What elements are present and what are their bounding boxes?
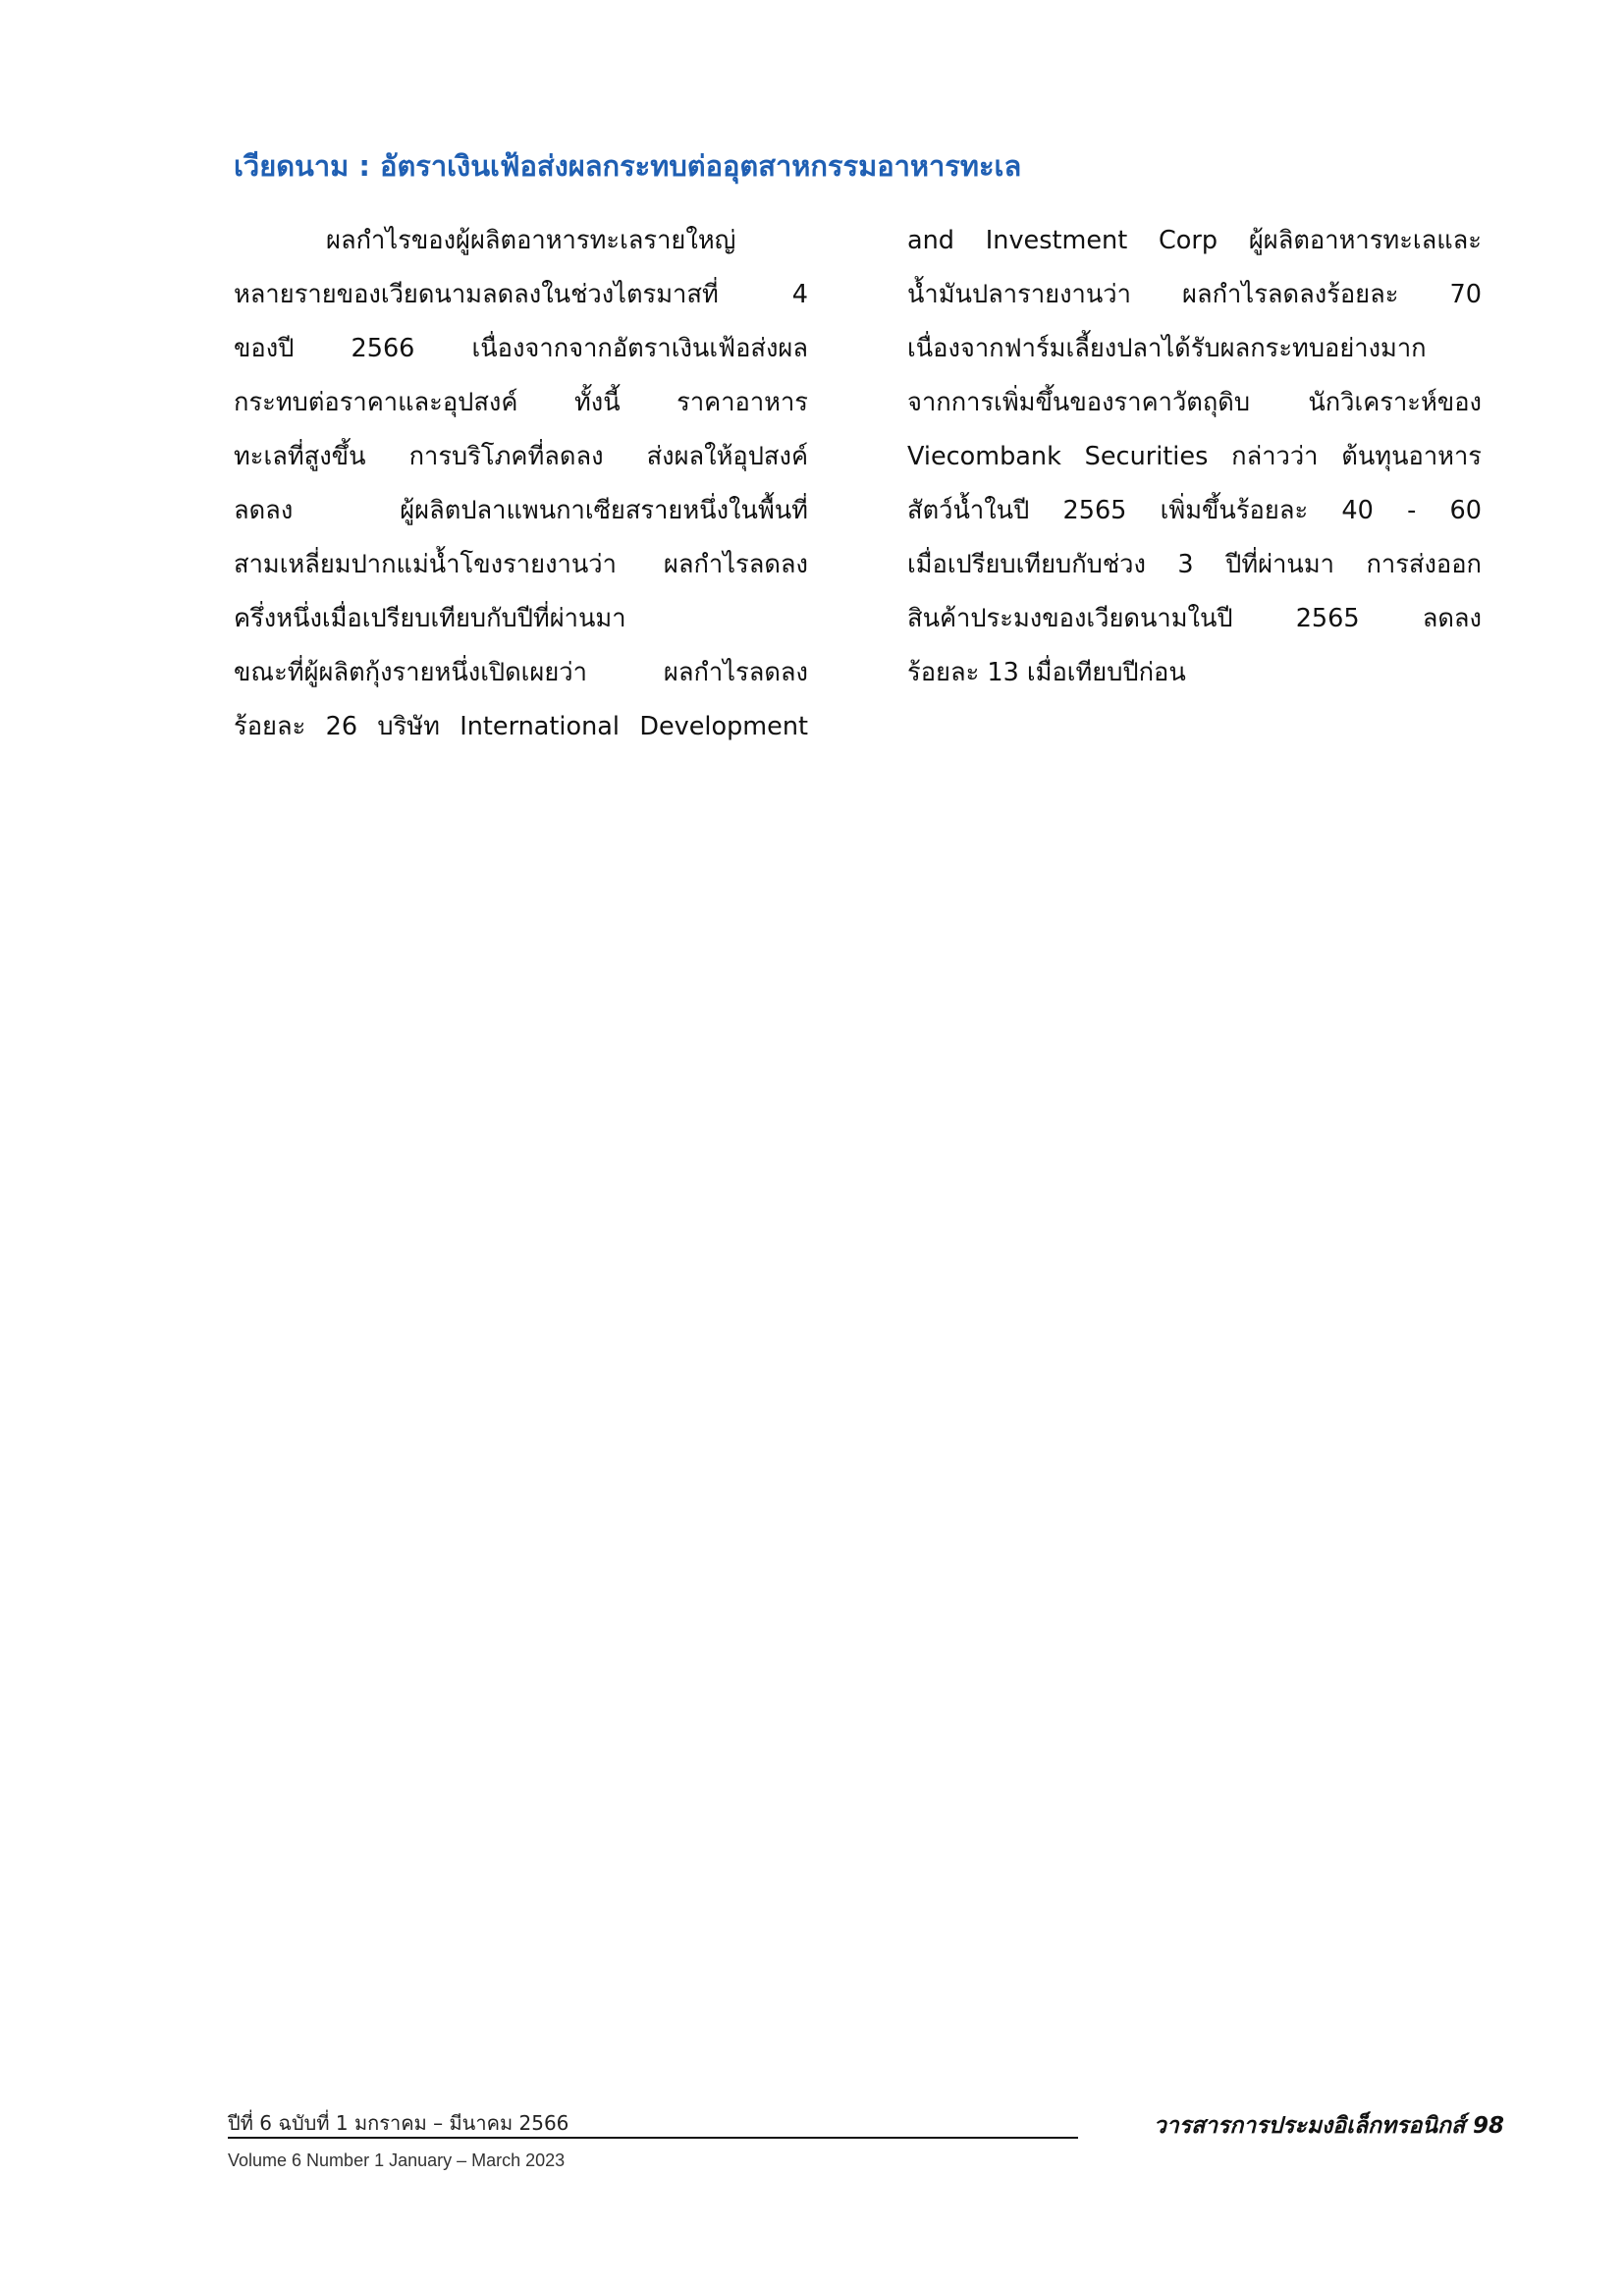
paragraph-line: and Investment Corp ผู้ผลิตอาหารทะเลและ (907, 226, 1482, 255)
paragraph-line: สัตว์น้ำในปี 2565 เพิ่มขึ้นร้อยละ 40 - 60 (907, 496, 1482, 525)
footer-issue-thai: ปีที่ 6 ฉบับที่ 1 มกราคม – มีนาคม 2566 (228, 2111, 569, 2135)
paragraph-line: สินค้าประมงของเวียดนามในปี 2565 ลดลง (907, 604, 1482, 633)
paragraph-line: เนื่องจากฟาร์มเลี้ยงปลาได้รับผลกระทบอย่างมาก (907, 334, 1427, 363)
paragraph-line: ครึ่งหนึ่งเมื่อเปรียบเทียบกับปีที่ผ่านมา (234, 604, 626, 633)
article-right-column (907, 214, 1482, 700)
paragraph-line: สามเหลี่ยมปากแม่น้ำโขงรายงานว่า ผลกำไรลดลง (234, 550, 808, 579)
article-title: เวียดนาม : อัตราเงินเฟ้อส่งผลกระทบต่ออุตสาหกรรมอาหารทะเล (234, 149, 1022, 183)
paragraph-line: ร้อยละ 13 เมื่อเทียบปีก่อน (907, 658, 1186, 687)
paragraph-line: หลายรายของเวียดนามลดลงในช่วงไตรมาสที่ 4 (234, 280, 808, 309)
footer-journal-title: วารสารการประมงอิเล็กทรอนิกส์ 98 (1153, 2113, 1504, 2139)
paragraph-line: น้ำมันปลารายงานว่า ผลกำไรลดลงร้อยละ 70 (907, 280, 1482, 309)
footer-issue-english: Volume 6 Number 1 January – March 2023 (228, 2150, 566, 2170)
paragraph-line: ขณะที่ผู้ผลิตกุ้งรายหนึ่งเปิดเผยว่า ผลกำไรลดลง (234, 658, 808, 687)
paragraph-line: ทะเลที่สูงขึ้น การบริโภคที่ลดลง ส่งผลให้อุปสงค์ (234, 442, 808, 471)
paragraph-line: จากการเพิ่มขึ้นของราคาวัตถุดิบ นักวิเคราะห์ของ (907, 388, 1482, 417)
paragraph-line: ของปี 2566 เนื่องจากจากอัตราเงินเฟ้อส่งผล (234, 334, 808, 363)
paragraph-line: กระทบต่อราคาและอุปสงค์ ทั้งนี้ ราคาอาหาร (234, 388, 808, 417)
paragraph-line: เมื่อเปรียบเทียบกับช่วง 3 ปีที่ผ่านมา การส่งออก (907, 550, 1482, 579)
page-footer (228, 2109, 1504, 2188)
paragraph-line: ลดลง ผู้ผลิตปลาแพนกาเซียสรายหนึ่งในพื้นที่ (234, 496, 808, 525)
paragraph-line: ร้อยละ 26 บริษัท International Development (234, 712, 808, 741)
footer-divider (228, 2137, 1078, 2139)
article-left-column (234, 214, 808, 754)
paragraph-line: ผลกำไรของผู้ผลิตอาหารทะเลรายใหญ่ (326, 226, 736, 255)
paragraph-line: Viecombank Securities กล่าวว่า ต้นทุนอาหาร (907, 442, 1482, 471)
